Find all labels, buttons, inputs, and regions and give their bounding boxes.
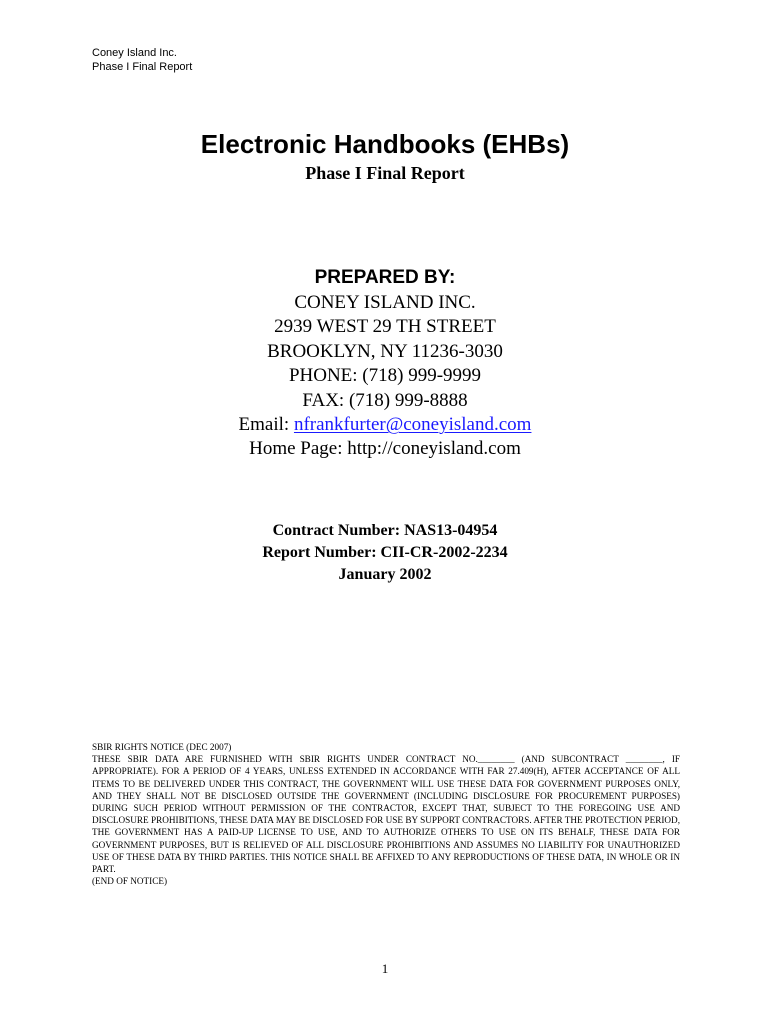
email-line — [0, 413, 770, 437]
notice-title: SBIR RIGHTS NOTICE (DEC 2007) — [92, 742, 232, 752]
report-number: Report Number: CII-CR-2002-2234 — [262, 544, 508, 561]
phone-line: PHONE: (718) 999-9999 — [288, 365, 482, 387]
header-report: Phase I Final Report — [92, 61, 193, 73]
company-name: CONEY ISLAND INC. — [294, 292, 476, 313]
sbir-rights-notice — [92, 741, 680, 887]
notice-body: THESE SBIR DATA ARE FURNISHED WITH SBIR RIGHTS UNDER CONTRACT NO.________ (AND SUBCONTRACT ________, IF APPROPRIATE). FOR A PERIOD OF 4 YEARS, UNLESS EXTENDED IN ACCORDANCE WITH FAR 27.409(H), AFTER ACCEPTANCE OF ALL ITEMS TO BE DELIVERED UNDER THIS CONTRACT, THE GOVERNMENT WILL USE THESE DATA FOR GOVERNMENT PURPOSES ONLY, AND THEY SHALL NOT BE DISCLOSED OUTSIDE THE GOVERNMENT (INCLUDING DISCLOSURE FOR PROCUREMENT PURPOSES) DURING SUCH PERIOD WITHOUT PERMISSION OF THE CONTRACTOR, EXCEPT THAT, SUBJECT TO THE FOREGOING USE AND DISCLOSURE PROHIBITIONS, THESE DATA MAY BE DISCLOSED FOR USE BY SUPPORT CONTRACTORS. AFTER THE PROTECTION PERIOD, THE GOVERNMENT HAS A PAID-UP LICENSE TO USE, AND TO AUTHORIZE OTHERS TO USE ON ITS BEHALF, THESE DATA FOR GOVERNMENT PURPOSES, BUT IS RELIEVED OF ALL DISCLOSURE PROHIBITIONS AND ASSUMES NO LIABILITY FOR UNAUTHORIZED USE OF THESE DATA BY THIRD PARTIES. THIS NOTICE SHALL BE AFFIXED TO ANY REPRODUCTIONS OF THESE DATA, IN WHOLE OR IN PART. — [92, 754, 680, 875]
report-date: January 2002 — [338, 566, 432, 583]
contact-block — [0, 291, 770, 462]
header-company: Coney Island Inc. — [92, 47, 177, 59]
email-link[interactable]: nfrankfurter@coneyisland.com — [293, 414, 532, 436]
document-subtitle: Phase I Final Report — [305, 163, 465, 183]
fax-line: FAX: (718) 999-8888 — [302, 389, 468, 411]
city-line: BROOKLYN, NY 11236-3030 — [267, 340, 503, 362]
street-address: 2939 WEST 29 TH STREET — [274, 316, 496, 338]
contract-number: Contract Number: NAS13-04954 — [272, 522, 498, 539]
homepage-line: Home Page: http://coneyisland.com — [249, 438, 521, 460]
document-title: Electronic Handbooks (EHBs) — [200, 129, 570, 159]
prepared-by-heading: PREPARED BY: — [314, 267, 456, 288]
contract-block — [0, 520, 770, 586]
email-label: Email: — [238, 414, 294, 436]
page-number: 1 — [381, 961, 389, 976]
notice-end: (END OF NOTICE) — [92, 876, 168, 887]
running-header — [92, 46, 192, 74]
